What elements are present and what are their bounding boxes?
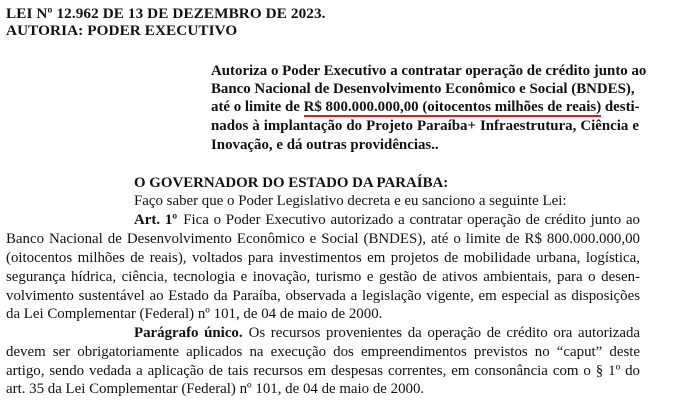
governor-heading: O GOVERNADOR DO ESTADO DA PARAÍBA: bbox=[134, 175, 449, 191]
article-1-line-2: Banco Nacional de Desenvolvimento Econômico e Social (BNDES), até o limite de R$ 800.000.000,00 bbox=[6, 231, 640, 247]
article-1-line-4: segurança hídrica, ciência, tecnologia e inovação, turismo e gestão de ativos ambientais, para o desen- bbox=[6, 269, 640, 285]
ementa-limit-suffix: desti- bbox=[604, 99, 640, 115]
ementa-line-1: Autoriza o Poder Executivo a contratar operação de crédito junto ao bbox=[211, 63, 647, 79]
article-1-line-1 bbox=[134, 212, 640, 229]
ementa-line-2: Banco Nacional de Desenvolvimento Econômico e Social (BNDES), bbox=[211, 81, 635, 97]
ementa-line-3 bbox=[211, 99, 640, 116]
ementa-limit-prefix: até o limite de bbox=[211, 99, 300, 115]
paragraph-line-1 bbox=[134, 325, 640, 342]
paragraph-line-3: artigo, sendo vedada a aplicação de tais recursos em despesas correntes, em consonância com o § 1º do bbox=[6, 363, 640, 379]
enactment-clause: Faço saber que o Poder Legislativo decreta e eu sanciono a seguinte Lei: bbox=[134, 193, 567, 209]
article-1-label: Art. 1º bbox=[134, 212, 178, 228]
ementa-line-5: Inovação, e dá outras providências.. bbox=[211, 137, 439, 153]
paragraph-line-2: devem ser obrigatoriamente aplicados na execução dos empreendimentos previstos no “caput” deste bbox=[6, 344, 640, 360]
law-authorship: AUTORIA: PODER EXECUTIVO bbox=[6, 22, 238, 39]
article-1-line-6: da Lei Complementar (Federal) nº 101, de 04 de maio de 2000. bbox=[6, 306, 383, 322]
article-1-text: Fica o Poder Executivo autorizado a contratar operação de crédito junto ao bbox=[183, 212, 640, 228]
law-number: LEI Nº 12.962 DE 13 DE DEZEMBRO DE 2023. bbox=[6, 5, 326, 22]
ementa-limit-amount: R$ 800.000.000,00 (oitocentos milhões de reais) bbox=[303, 99, 602, 115]
ementa-line-4: nados à implantação do Projeto Paraíba+ Infraestrutura, Ciência e bbox=[211, 118, 639, 134]
article-1-line-3: (oitocentos milhões de reais), voltados para investimentos em projetos de mobilidade urbana, logística, bbox=[6, 250, 640, 266]
paragraph-line-4: art. 35 da Lei Complementar (Federal) nº 101, de 04 de maio de 2000. bbox=[6, 381, 425, 397]
paragraph-label: Parágrafo único. bbox=[134, 325, 243, 341]
paragraph-text: Os recursos provenientes da operação de crédito ora autorizada bbox=[248, 325, 641, 341]
article-1-line-5: volvimento sustentável ao Estado da Paraíba, observada a legislação vigente, em especial as disposições bbox=[6, 288, 640, 304]
